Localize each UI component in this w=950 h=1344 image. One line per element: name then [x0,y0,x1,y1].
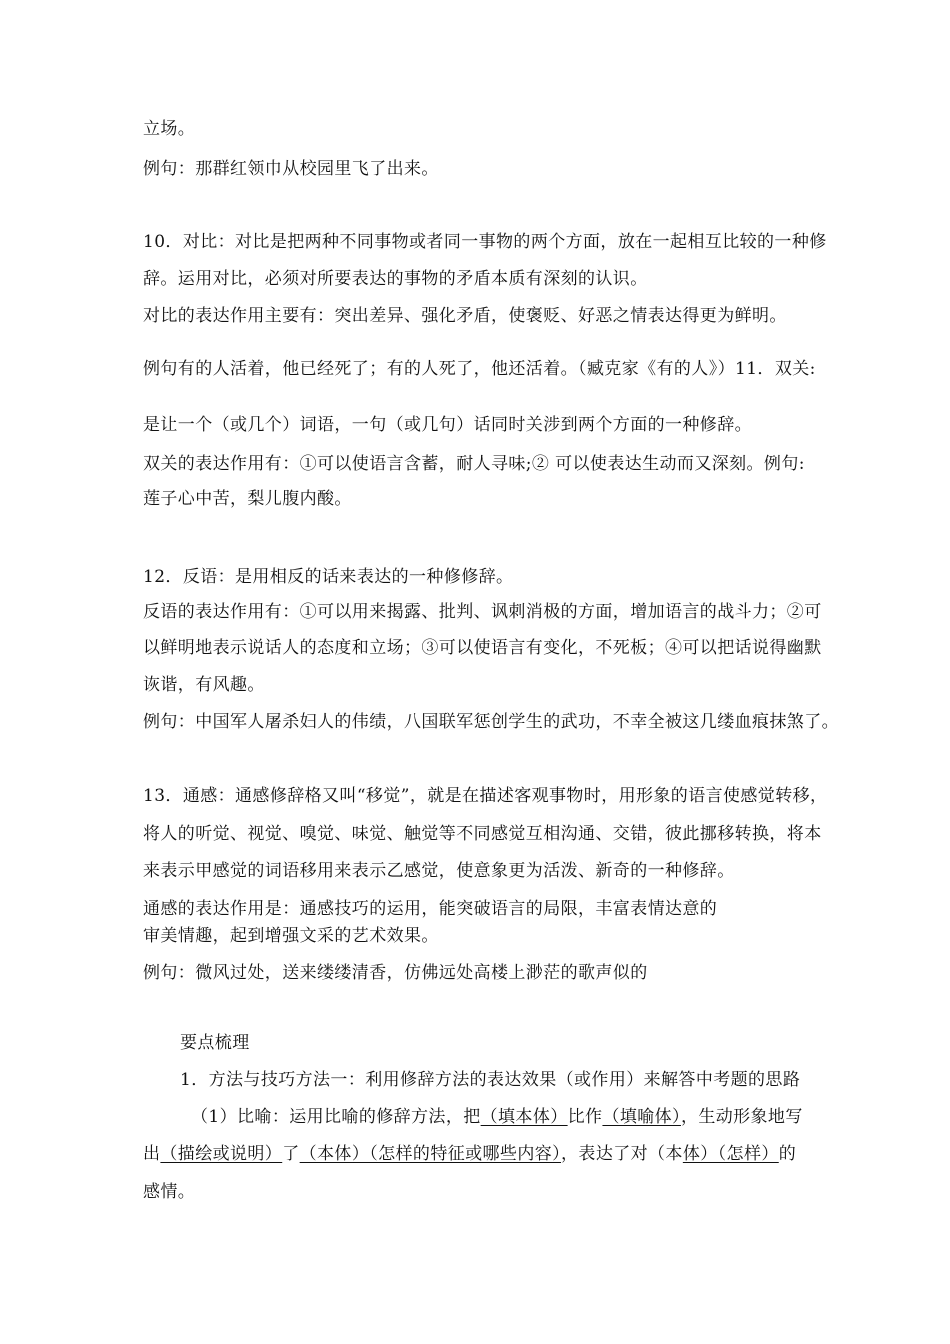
text-line: 例句：中国军人屠杀妇人的伟绩，八国联军惩创学生的武功，不幸全被这几缕血痕抹煞了。 [143,712,839,732]
text-line: 是让一个（或几个）词语，一句（或几句）话同时关涉到两个方面的一种修辞。 [143,415,752,435]
text-line: 诙谐，有风趣。 [143,675,265,695]
text-line: 来表示甲感觉的词语移用来表示乙感觉，使意象更为活泼、新奇的一种修辞。 [143,861,735,881]
text-segment: 的 [778,1144,797,1164]
simile-template-line [143,1143,796,1165]
text-line: 对比的表达作用主要有：突出差异、强化矛盾，使褒贬、好恶之情表达得更为鲜明。 [143,306,787,326]
blank-tenor: （填本体） [480,1107,568,1127]
text-segment: 比作 [567,1107,603,1127]
text-line: 审美情趣，起到增强文采的艺术效果。 [143,926,439,946]
section-contrast-heading: 10．对比：对比是把两种不同事物或者同一事物的两个方面，放在一起相互比较的一种修 [143,232,827,252]
text-line: 立场。 [143,119,196,139]
section-irony-heading: 12．反语：是用相反的话来表达的一种修修辞。 [143,567,514,587]
text-segment: ，表达了对（本 [561,1144,683,1164]
text-line: 辞。运用对比，必须对所要表达的事物的矛盾本质有深刻的认识。 [143,269,648,289]
text-line: 双关的表达作用有：①可以使语言含蓄，耐人寻味;② 可以使表达生动而又深刻。例句: [143,454,805,474]
text-line: 感情。 [143,1182,196,1202]
text-line: 通感的表达作用是：通感技巧的运用，能突破语言的局限，丰富表情达意的 [143,899,718,919]
text-line: 莲子心中苦，梨儿腹内酸。 [143,489,352,509]
text-segment: 出 [143,1144,161,1164]
text-segment: 了 [282,1144,300,1164]
text-line: 反语的表达作用有：①可以用来揭露、批判、讽刺消极的方面，增加语言的战斗力；②可 [143,602,822,622]
text-line: 例句：微风过处，送来缕缕清香，仿佛远处高楼上渺茫的歌声似的 [143,963,648,983]
text-line: 以鲜明地表示说话人的态度和立场；③可以使语言有变化，不死板；④可以把话说得幽默 [143,638,822,658]
key-points-heading: 要点梳理 [180,1033,250,1053]
method-heading: 1．方法与技巧方法一：利用修辞方法的表达效果（或作用）来解答中考题的思路 [180,1070,801,1090]
text-line: 例句：那群红领巾从校园里飞了出来。 [143,159,439,179]
simile-template-line [191,1106,803,1128]
section-synesthesia-heading: 13．通感：通感修辞格又叫“移觉”，就是在描述客观事物时，用形象的语言使感觉转移， [143,786,828,806]
blank-describe: （描绘或说明） [160,1144,283,1164]
text-segment: ，生动形象地写 [680,1107,803,1127]
blank-feature: （本体）（怎样的特征或哪些内容） [299,1144,562,1164]
text-line: 例句有的人活着，他已经死了；有的人死了，他还活着。（臧克家《有的人》）11．双关: [143,359,816,379]
text-segment: （1）比喻：运用比喻的修辞方法，把 [191,1107,481,1127]
text-line: 将人的听觉、视觉、嗅觉、味觉、触觉等不同感觉互相沟通、交错，彼此挪移转换，将本 [143,824,822,844]
blank-attitude: 体）（怎样） [682,1144,779,1164]
blank-vehicle: （填喻体） [602,1107,681,1127]
